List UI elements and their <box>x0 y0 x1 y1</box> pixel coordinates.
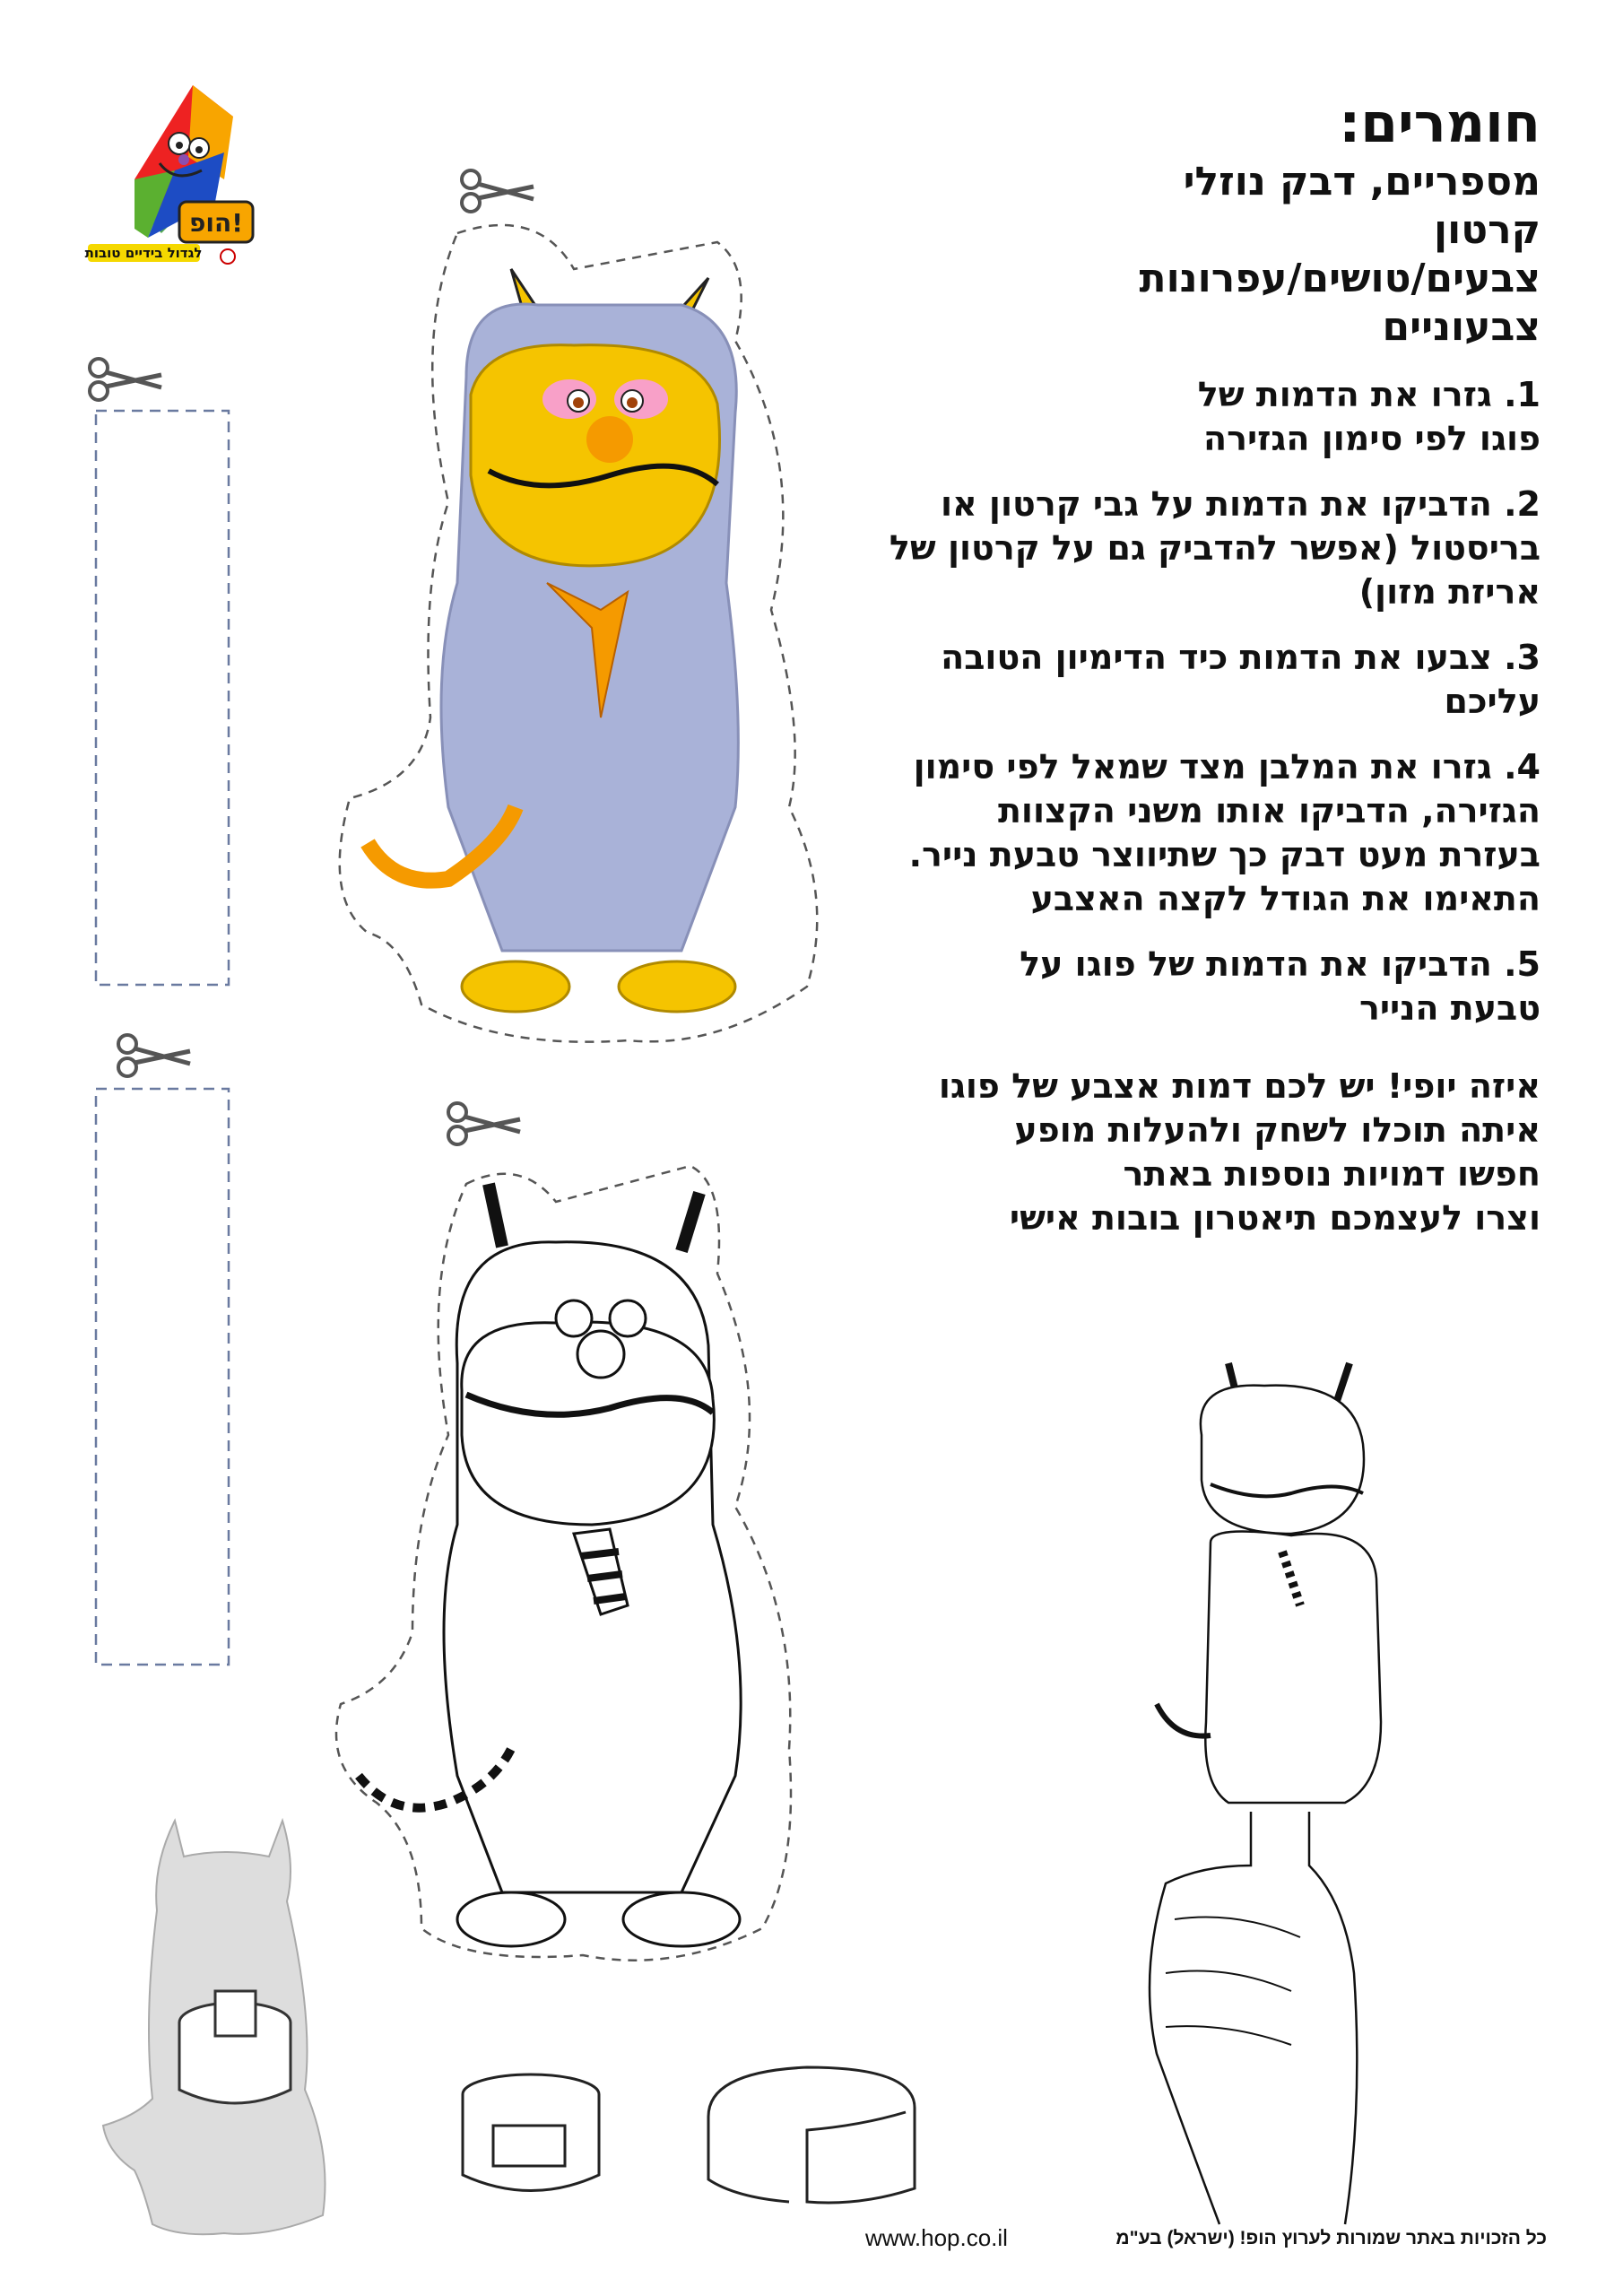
step-line: אריזת מזון) <box>1358 572 1541 612</box>
scissors-icon <box>462 170 534 212</box>
step-2 <box>796 483 1541 614</box>
scissors-icon <box>118 1035 190 1076</box>
step-line: 5. הדביקו את הדמות של פוגו על <box>1020 944 1541 984</box>
materials-heading: חומרים: <box>1339 92 1541 155</box>
step-line: בעזרת מעט דבק כך שתיווצר טבעת נייר. <box>908 835 1541 874</box>
instructions-panel <box>796 90 1541 1240</box>
svg-text:הופ!: הופ! <box>188 208 244 238</box>
closing-line: איזה יופי! יש לכם דמות אצבע של פוגו <box>938 1066 1541 1106</box>
copyright-notice: כל הזכויות באתר שמורות לערוץ הופ! (ישראל) בע"מ <box>1115 2228 1547 2248</box>
colored-monster-cutout <box>340 225 818 1042</box>
step-5 <box>796 943 1541 1031</box>
step-line: 2. הדביקו את הדמות על גבי קרטון או <box>940 484 1541 524</box>
closing-text <box>796 1065 1541 1240</box>
finger-puppet-example <box>1150 1363 1381 2224</box>
cut-strip-bottom <box>96 1089 229 1665</box>
step-line: הגזירה, הדביקו אותו משני הקצוות <box>997 791 1541 831</box>
material-item: צבעוניים <box>1382 304 1541 350</box>
step-line: התאימו את הגודל לקצה האצבע <box>1030 879 1541 918</box>
step-line: בריסטול (אפשר להדביק גם על קרטון של <box>889 528 1541 568</box>
step-line: עליכם <box>1444 682 1541 721</box>
hop-logo <box>85 85 253 264</box>
material-item: צבעים/טושים/עפרונות <box>1139 256 1541 301</box>
paper-ring-open <box>708 2067 915 2203</box>
material-item: קרטון <box>1434 207 1541 253</box>
step-1 <box>796 373 1541 461</box>
step-line: פוגו לפי סימון הגזירה <box>1203 419 1541 458</box>
step-line: 3. צבעו את הדמות כיד הדימיון הטובה <box>941 638 1541 677</box>
step-line: 1. גזרו את הדמות של <box>1197 375 1541 414</box>
scissors-icon <box>448 1103 520 1144</box>
coloring-monster-cutout <box>336 1166 791 1961</box>
material-item: מספריים, דבק נוזלי <box>1183 159 1541 204</box>
closing-line: חפשו דמויות נוספות באתר <box>1123 1154 1541 1194</box>
cut-strip-top <box>96 411 229 985</box>
closing-line: וצרו לעצמכם תיאטרון בובות אישי <box>1009 1198 1541 1238</box>
step-line: 4. גזרו את המלבן מצד שמאל לפי סימון <box>913 747 1541 787</box>
materials-list <box>796 158 1541 352</box>
step-line: טבעת הנייר <box>1358 988 1541 1028</box>
step-3 <box>796 636 1541 724</box>
closing-line: איתה תוכלו לשחק ולהעלות מופע <box>1014 1110 1541 1150</box>
svg-text:לגדול בידיים טובות: לגדול בידיים טובות <box>84 245 203 261</box>
silhouette-with-ring <box>103 1821 325 2234</box>
website-link[interactable]: www.hop.co.il <box>865 2224 1008 2251</box>
scissors-icon <box>90 359 161 400</box>
paper-ring-closed <box>463 2074 599 2191</box>
step-4 <box>796 745 1541 921</box>
